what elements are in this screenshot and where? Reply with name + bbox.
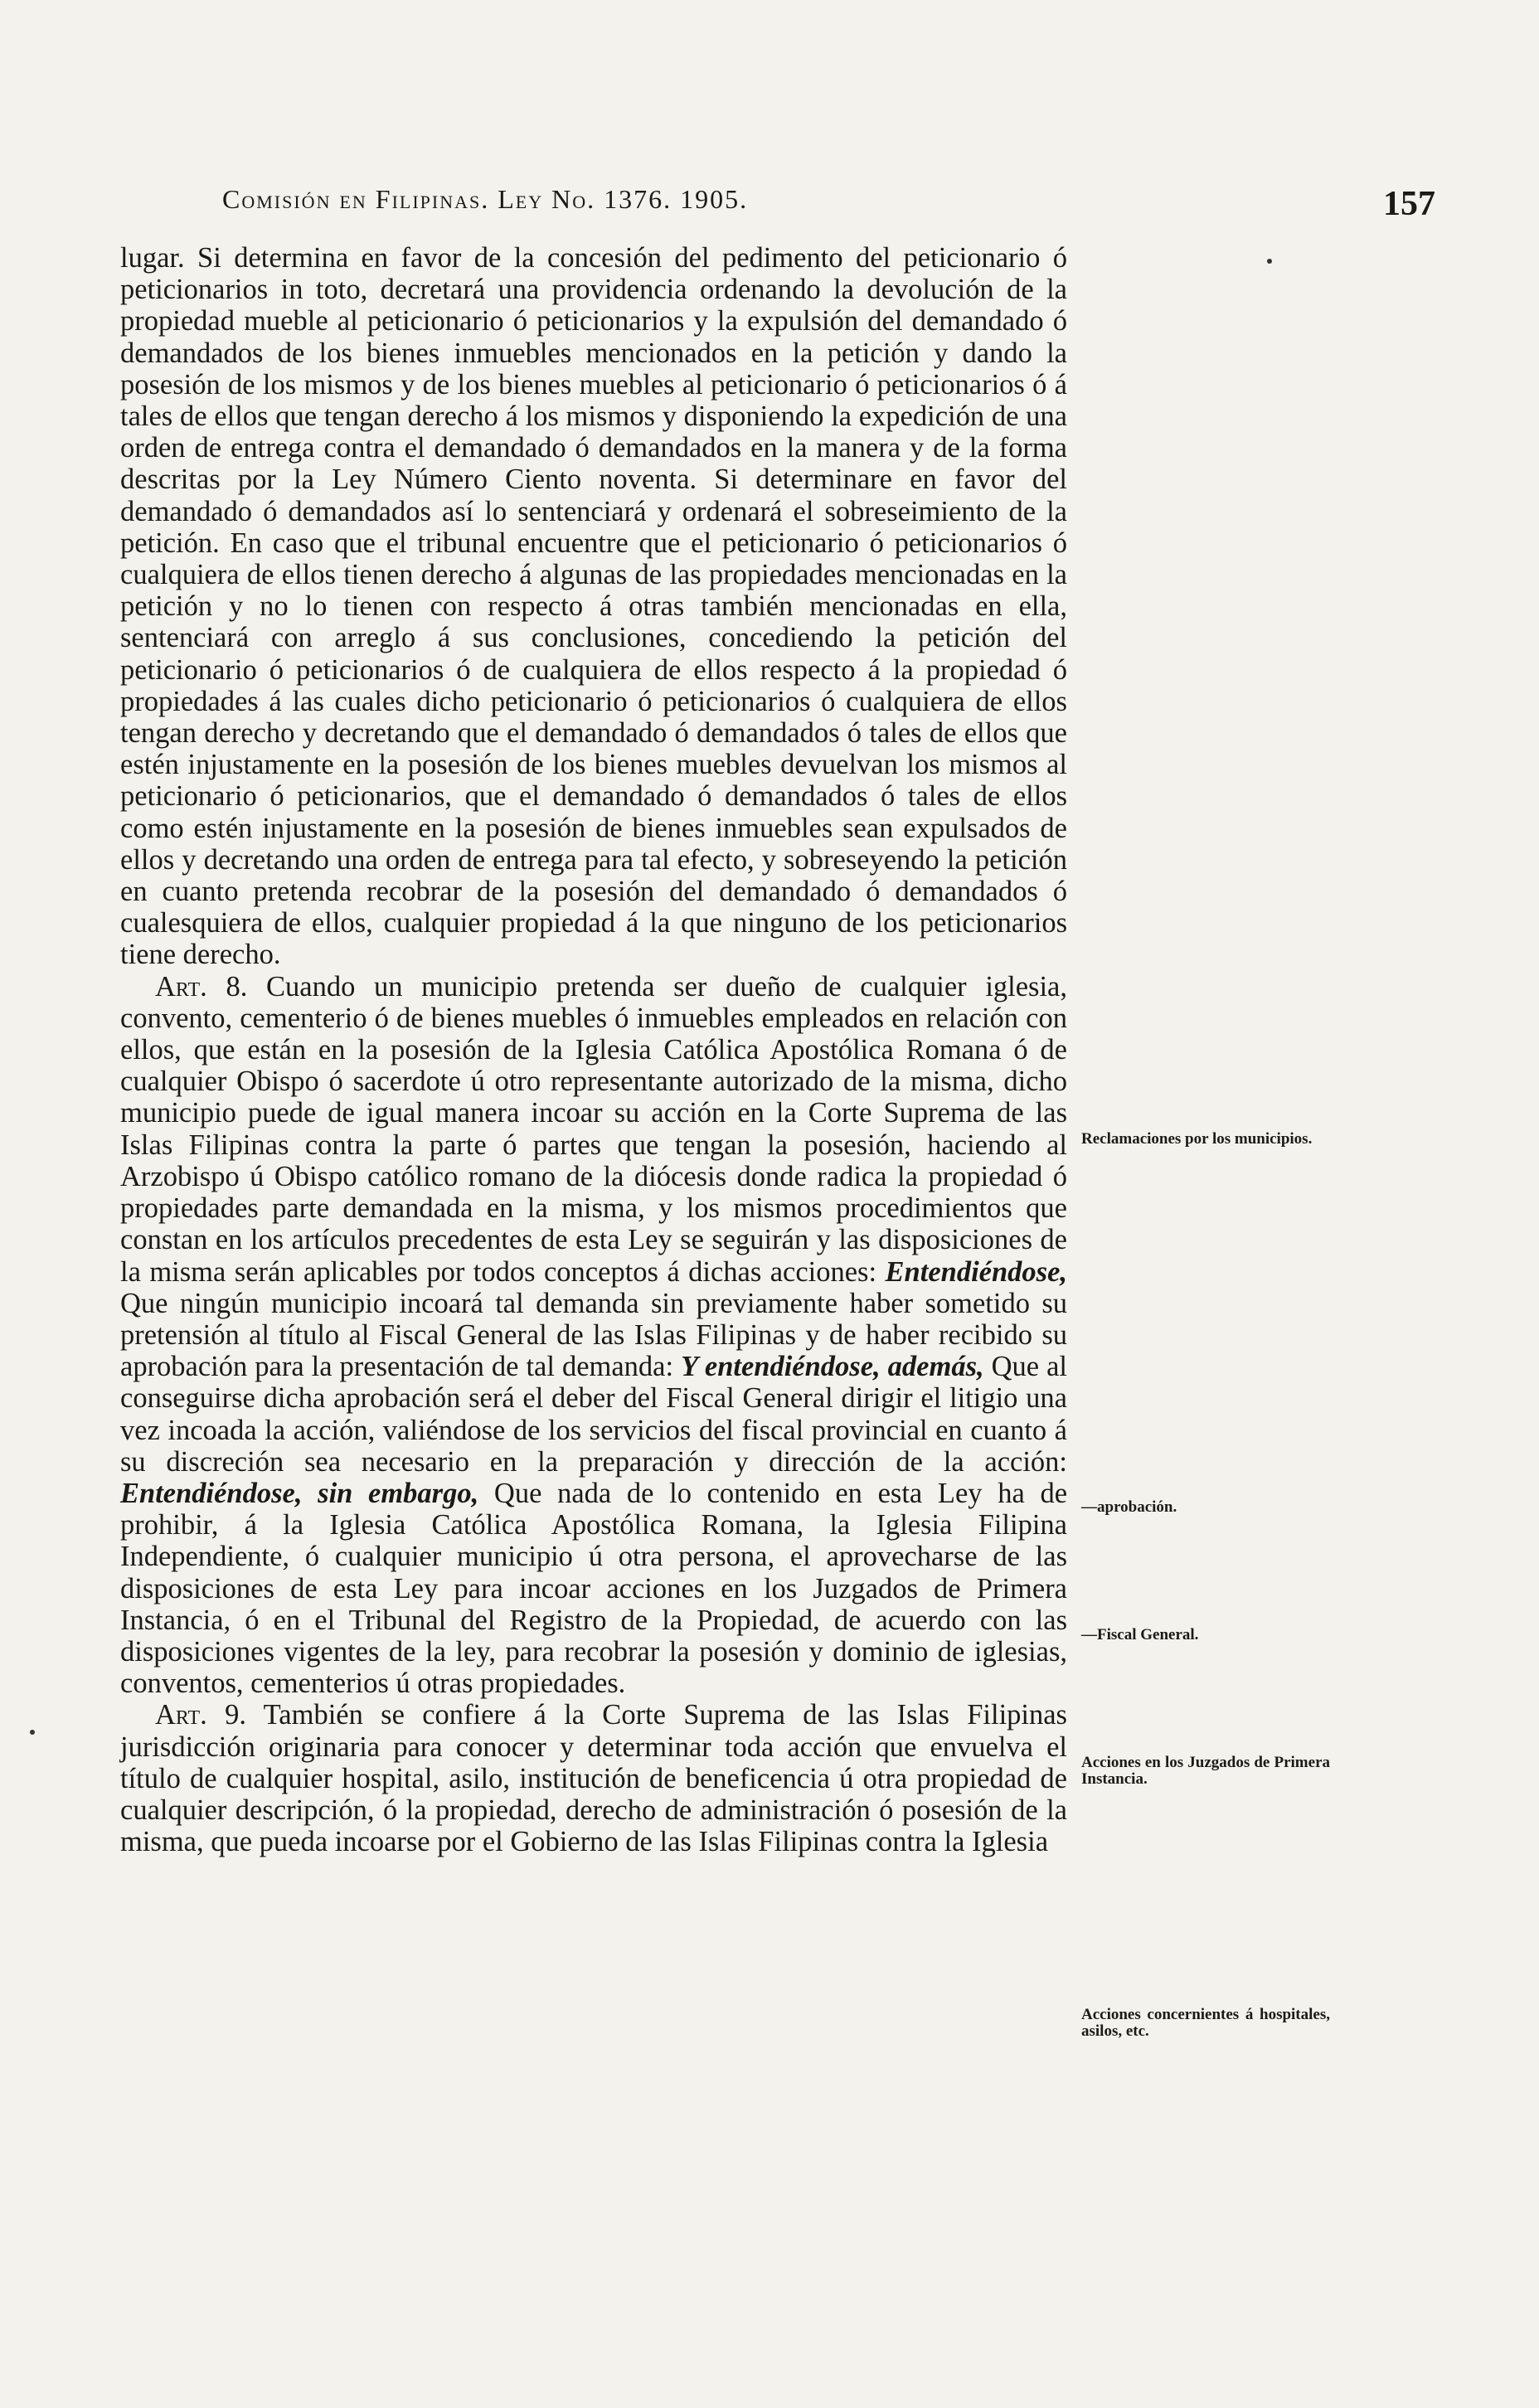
- marginal-note-juzgados: Acciones en los Juzgados de Primera Instancia.: [1081, 1754, 1330, 1788]
- proviso-2: Y entendiéndose, además,: [681, 1351, 984, 1383]
- article-8-label: Art. 8.: [155, 970, 248, 1003]
- marginal-note-municipios: Reclamaciones por los municipios.: [1081, 1130, 1313, 1148]
- marginal-note-hospitales: Acciones concernientes á hospitales, asilos, etc.: [1081, 2006, 1330, 2040]
- article-9: [120, 1699, 1067, 1857]
- article-8-text-d: Que nada de lo contenido en esta Ley ha de prohibir, á la Iglesia Católica Apostólica Romana, la Iglesia Filipina Independiente, ó cualquier municipio ú otra persona, el aprovecharse de las disposiciones de esta Ley para incoar acciones en los Juzgados de Primera Instancia, ó en el Tribunal del Registro de la Propiedad, de acuerdo con las disposiciones vigentes de la ley, para recobrar la posesión y dominio de iglesias, conventos, cementerios ú otras propiedades.: [120, 1477, 1068, 1700]
- body-text: [120, 242, 1067, 1857]
- running-head: Comisión en Filipinas. Ley No. 1376. 1905.: [222, 184, 749, 214]
- proviso-1: Entendiéndose,: [885, 1255, 1068, 1288]
- article-8-text-c: Que al conseguirse dicha aprobación será el deber del Fiscal General dirigir el litigio una vez incoada la acción, valiéndose de los servicios del fiscal provincial en cuanto á su discreción sea necesario en la preparación y dirección de la acción:: [120, 1351, 1068, 1478]
- speck: [1267, 259, 1272, 264]
- article-8-text-b: Que ningún municipio incoará tal demanda sin previamente haber sometido su pretensión al título al Fiscal General de las Islas Filipinas y de haber recibido su aprobación para la presentación de tal demanda:: [120, 1287, 1067, 1383]
- article-8: [120, 971, 1067, 1700]
- article-9-text: También se confiere á la Corte Suprema de las Islas Filipinas jurisdicción originaria para conocer y determinar toda acción que envuelva el título de cualquier hospital, asilo, institución de beneficencia ú otra propiedad de cualquier descripción, ó la propiedad, derecho de administración ó posesión de la misma, que pueda incoarse por el Gobierno de las Islas Filipinas contra la Iglesia: [120, 1699, 1067, 1858]
- marginal-note-aprobacion: —aprobación.: [1081, 1498, 1177, 1516]
- article-8-text-a: Cuando un municipio pretenda ser dueño de cualquier iglesia, convento, cementerio ó de bienes muebles ó inmuebles empleados en relación con ellos, que están en la posesión de la Iglesia Católica Apostólica Romana ó de cualquier Obispo ó sacerdote ú otro representante autorizado de la misma, dicho municipio puede de igual manera incoar su acción en la Corte Suprema de las Islas Filipinas contra la parte ó partes que tengan la posesión, haciendo al Arzobispo ú Obispo católico romano de la diócesis donde radica la propiedad ó propiedades parte demandada en la misma, y los mismos procedimientos que constan en los artículos precedentes de esta Ley se seguirán y las disposiciones de la misma serán aplicables por todos conceptos á dichas acciones:: [120, 970, 1067, 1288]
- paragraph-continuation: lugar. Si determina en favor de la concesión del pedimento del peticionario ó peticionarios in toto, decretará una providencia ordenando la devolución de la propiedad mueble al peticionario ó peticionarios y la expulsión del demandado ó demandados de los bienes inmuebles mencionados en la petición y dando la posesión de los mismos y de los bienes muebles al peticionario ó peticionarios ó á tales de ellos que tengan derecho á los mismos y disponiendo la expedición de una orden de entrega contra el demandado ó demandados en la manera y de la forma descritas por la Ley Número Ciento noventa. Si determinare en favor del demandado ó demandados así lo sentenciará y ordenará el sobreseimiento de la petición. En caso que el tribunal encuentre que el peticionario ó peticionarios ó cualquiera de ellos tienen derecho á algunas de las propiedades mencionadas en la petición y no lo tienen con respecto á otras también mencionadas en ella, sentenciará con arreglo á sus conclusiones, concediendo la petición del peticionario ó peticionarios ó de cualquiera de ellos respecto á la propiedad ó propiedades á las cuales dicho peticionario ó peticionarios ó cualquiera de ellos tengan derecho y decretando que el demandado ó demandados ó tales de ellos que estén injustamente en la posesión de los bienes muebles devuelvan los mismos al peticionario ó peticionarios, que el demandado ó demandados ó tales de ellos como estén injustamente en la posesión de bienes inmuebles sean expulsados de ellos y decretando una orden de entrega para tal efecto, y sobreseyendo la petición en cuanto pretenda recobrar de la posesión del demandado ó demandados ó cualesquiera de ellos, cualquier propiedad á la que ninguno de los peticionarios tiene derecho.: [120, 242, 1067, 971]
- page-number: 157: [1383, 185, 1435, 223]
- marginal-note-fiscal: —Fiscal General.: [1081, 1626, 1199, 1643]
- proviso-3: Entendiéndose, sin embargo,: [120, 1477, 479, 1509]
- speck: [30, 1730, 35, 1735]
- article-9-label: Art. 9.: [155, 1699, 246, 1731]
